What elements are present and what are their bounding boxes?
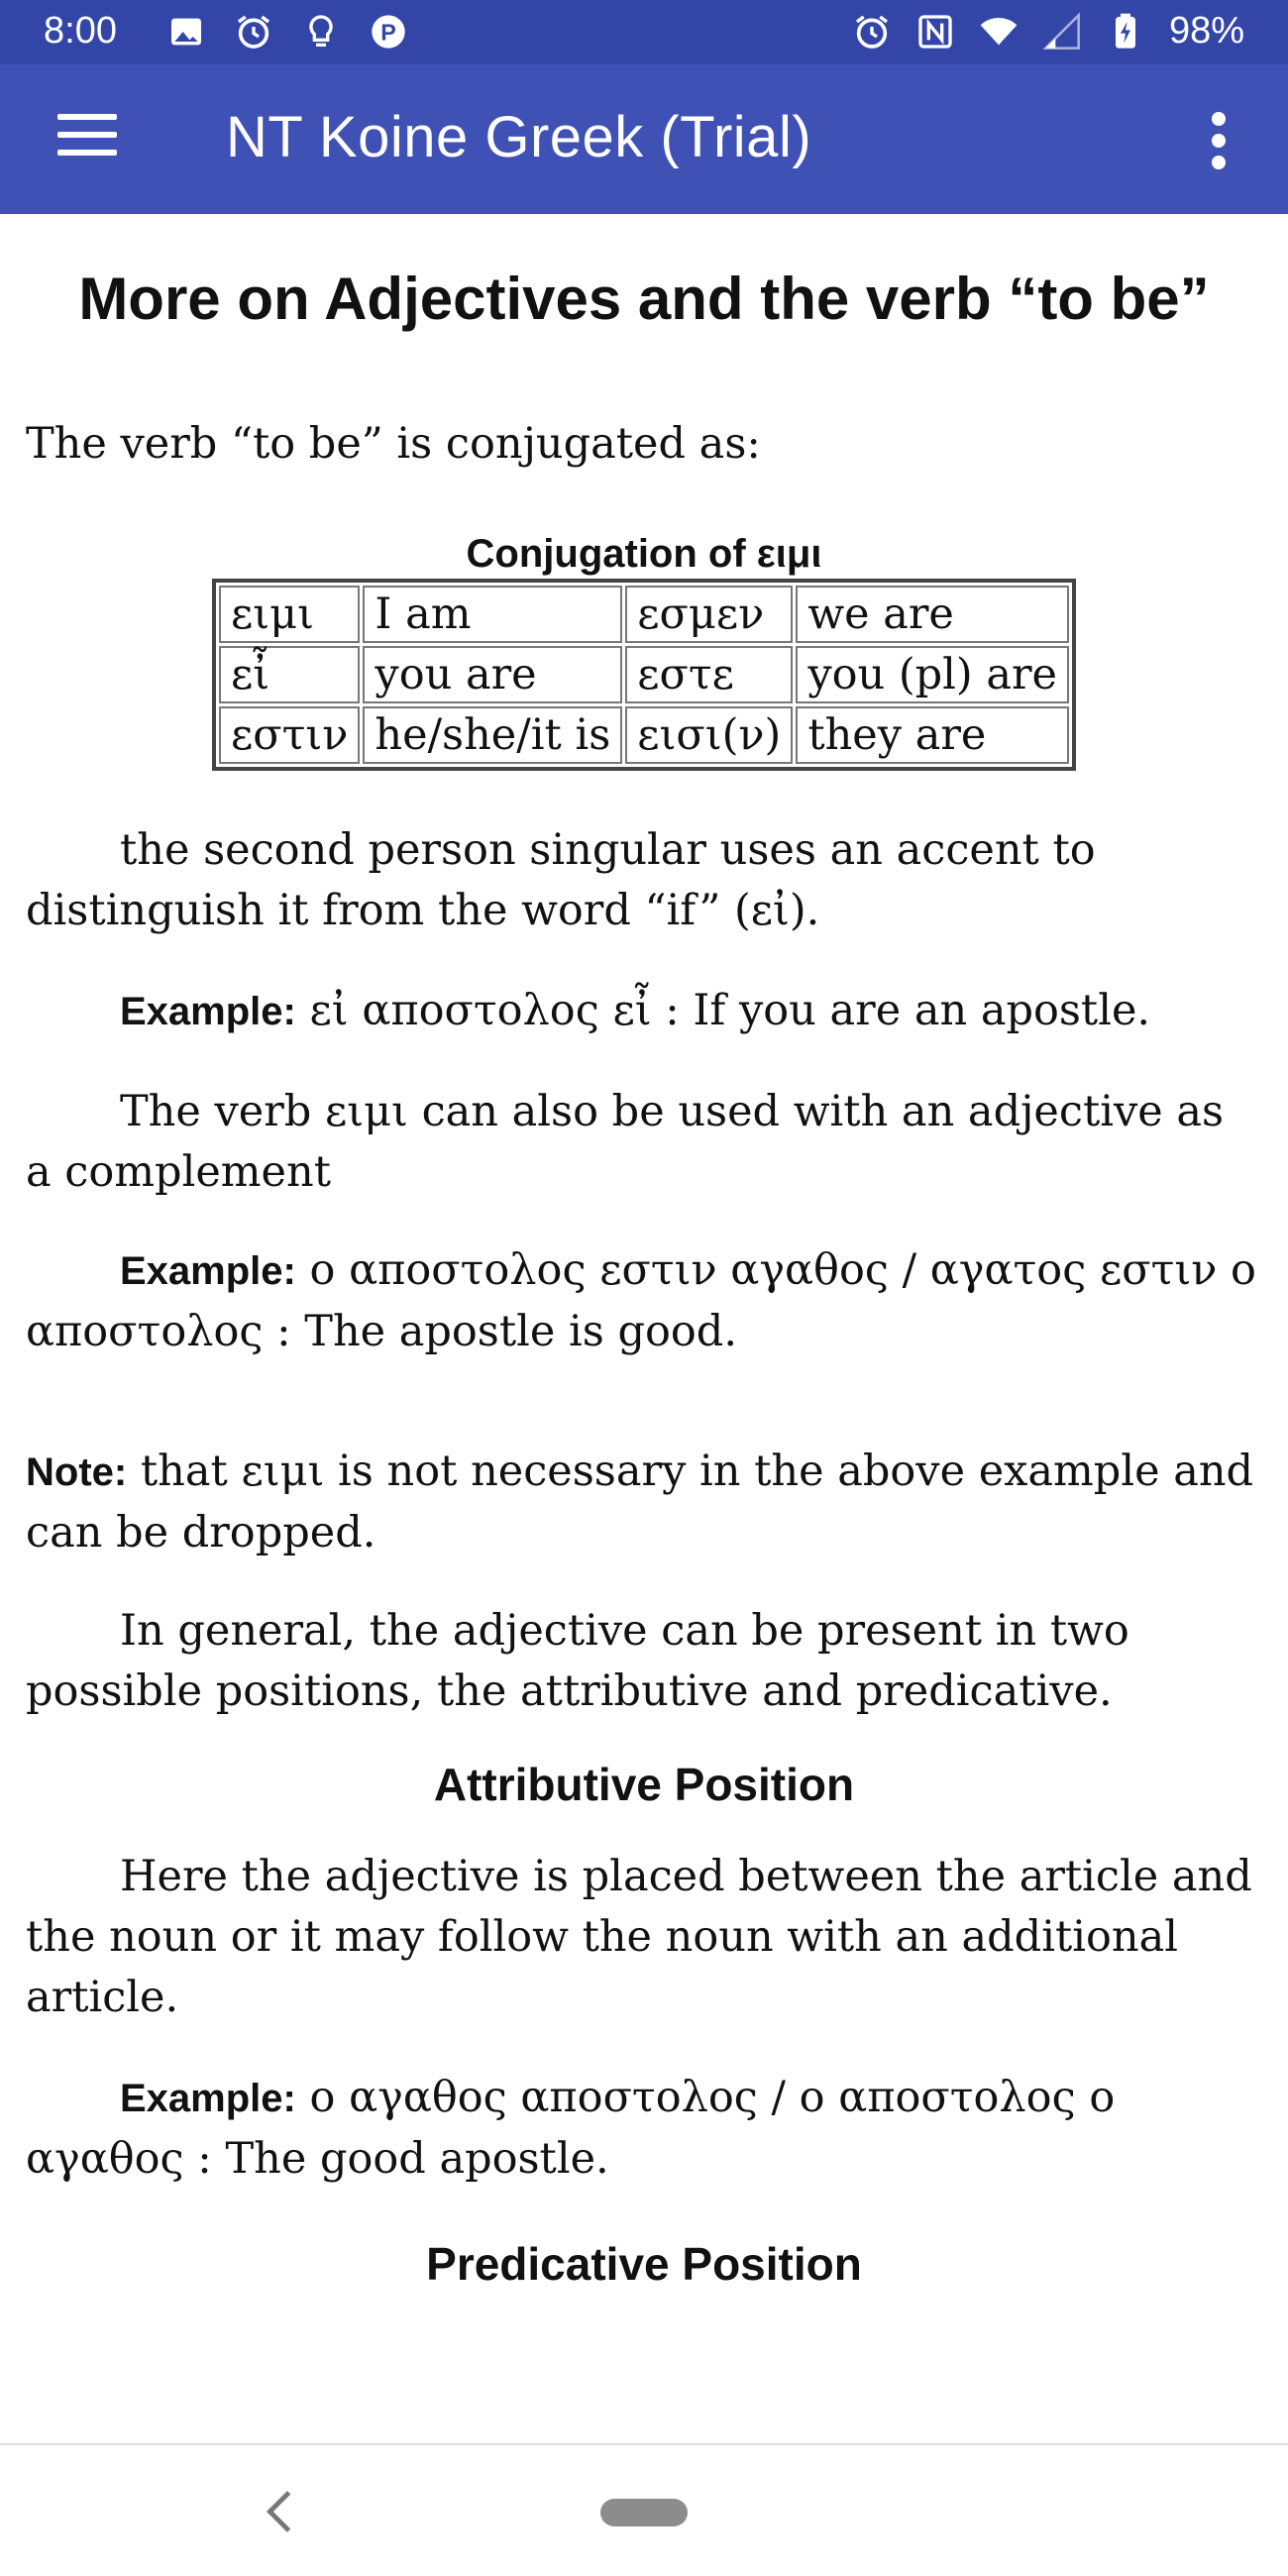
example-paragraph	[26, 2068, 1262, 2190]
battery-level: 98%	[1168, 10, 1244, 52]
example-text: ο αγαθος αποστολος / ο αποστολος ο αγαθος : The good apostle.	[26, 2073, 1116, 2184]
parking-icon	[369, 12, 408, 52]
accent-paragraph: the second person singular uses an accent to distinguish it from the word “if” (εἰ).	[26, 825, 1096, 935]
example-label: Example:	[120, 2077, 296, 2120]
home-pill[interactable]	[600, 2499, 688, 2526]
table-cell: we are	[796, 586, 1069, 643]
lightbulb-icon	[301, 12, 341, 52]
table-cell: they are	[796, 706, 1069, 764]
signal-icon	[1042, 12, 1082, 52]
table-cell: εἶ	[219, 646, 360, 703]
table-cell: I am	[363, 586, 622, 643]
table-cell: he/she/it is	[363, 706, 622, 764]
alarm-icon	[234, 12, 273, 52]
complement-paragraph: The verb ειμι can also be used with an adjective as a complement	[26, 1087, 1225, 1197]
note-paragraph	[26, 1442, 1262, 1563]
system-icons	[852, 10, 1244, 53]
app-title: NT Koine Greek (Trial)	[226, 105, 812, 169]
alarm-icon	[852, 12, 892, 52]
table-cell: εστε	[625, 646, 793, 703]
svg-text:P: P	[380, 19, 396, 46]
table-cell: ειμι	[219, 586, 360, 643]
table-row	[219, 586, 1069, 643]
page-title: More on Adjectives and the verb “to be”	[78, 266, 1210, 332]
back-icon[interactable]	[260, 2487, 299, 2536]
hamburger-menu-icon[interactable]	[57, 114, 117, 163]
table-cell: εστιν	[219, 706, 360, 764]
note-text: that ειμι is not necessary in the above example and can be dropped.	[26, 1447, 1254, 1557]
example-text: εἰ αποστολος εἶ : If you are an apostle.	[295, 986, 1151, 1035]
conjugation-table-section	[26, 532, 1262, 771]
example-label: Example:	[120, 1249, 296, 1293]
example-paragraph	[26, 1240, 1262, 1362]
table-cell: εσμεν	[625, 586, 793, 643]
nfc-icon	[915, 12, 955, 52]
example-label: Example:	[120, 990, 296, 1033]
table-cell: you are	[363, 646, 622, 703]
positions-paragraph: In general, the adjective can be present in two possible positions, the attributive and predicative.	[26, 1606, 1129, 1716]
status-time: 8:00	[44, 10, 117, 52]
predicative-heading: Predicative Position	[426, 2238, 862, 2290]
lesson-content[interactable]	[0, 214, 1288, 2443]
attributive-paragraph: Here the adjective is placed between the article and the noun or it may follow the noun with an additional article.	[26, 1852, 1252, 2022]
battery-charging-icon	[1106, 12, 1145, 52]
status-bar	[0, 0, 1288, 64]
table-row	[219, 646, 1069, 703]
conjugation-table	[212, 579, 1076, 771]
table-caption: Conjugation of ειμι	[466, 532, 822, 576]
table-cell: εισι(ν)	[625, 706, 793, 764]
app-bar	[0, 64, 1288, 214]
system-nav-bar	[0, 2443, 1288, 2576]
table-cell: you (pl) are	[796, 646, 1069, 703]
attributive-heading: Attributive Position	[433, 1759, 855, 1810]
image-icon	[166, 12, 206, 52]
more-options-icon[interactable]	[1209, 112, 1229, 169]
wifi-icon	[979, 12, 1019, 52]
notification-icons	[166, 12, 408, 52]
table-row	[219, 706, 1069, 764]
intro-paragraph: The verb “to be” is conjugated as:	[26, 419, 761, 469]
example-paragraph	[26, 981, 1262, 1042]
note-label: Note:	[26, 1450, 128, 1494]
example-text: ο αποστολος εστιν αγαθος / αγατος εστιν ο αποστολος : The apostle is good.	[26, 1245, 1256, 1356]
